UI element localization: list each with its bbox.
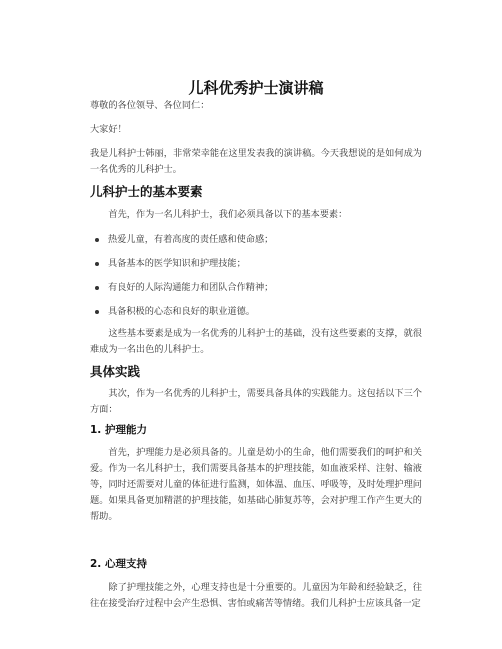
psychological-support-paragraph: 除了护理技能之外，心理支持也是十分重要的。儿童因为年龄和经验缺乏，往往在接受治疗过程中会产生恐惧、害怕或痛苦等情绪。我们儿科护士应该具备一定	[90, 582, 422, 609]
subsection-heading-nursing-ability: 1. 护理能力	[90, 424, 147, 436]
bullet-icon	[95, 262, 99, 266]
section2-lead-paragraph: 其次，作为一名优秀的儿科护士，需要具备具体的实践能力。这包括以下三个方面：	[90, 388, 422, 415]
document-title: 儿科优秀护士演讲稿	[188, 79, 324, 97]
subsection-heading-psychological-support: 2. 心理支持	[90, 558, 147, 570]
list-item-text: 有良好的人际沟通能力和团队合作精神；	[108, 282, 274, 293]
list-item	[90, 232, 422, 256]
intro-paragraph: 我是儿科护士韩丽，非常荣幸能在这里发表我的演讲稿。今天我想说的是如何成为一名优秀的儿科护士。	[90, 148, 422, 175]
list-item-text: 具备积极的心态和良好的职业道德。	[108, 306, 255, 317]
bullet-icon	[95, 310, 99, 314]
bullet-icon	[95, 238, 99, 242]
section-heading-basic-elements: 儿科护士的基本要素	[90, 184, 203, 199]
nursing-ability-paragraph: 首先，护理能力是必须具备的。儿童是幼小的生命，他们需要我们的呵护和关爱。作为一名儿科护士，我们需要具备基本的护理技能，如血液采样、注射、输液等，同时还需要对儿童的体征进行监测，如体温、血压、呼吸等，及时处理护理问题。如果具备更加精湛的护理技能，如基础心肺复苏等，会对护理工作产生更大的帮助。	[90, 447, 422, 522]
list-item	[90, 256, 422, 280]
section1-lead-paragraph: 首先，作为一名儿科护士，我们必须具备以下的基本要素：	[108, 209, 348, 220]
section-heading-practice: 具体实践	[90, 364, 141, 379]
list-item	[90, 304, 422, 328]
section1-summary-paragraph: 这些基本要素是成为一名优秀的儿科护士的基础，没有这些要素的支撑，就很难成为一名出色的儿科护士。	[90, 328, 422, 355]
list-item-text: 具备基本的医学知识和护理技能；	[108, 258, 246, 269]
hello-paragraph: 大家好！	[90, 124, 127, 135]
bullet-icon	[95, 286, 99, 290]
greeting-paragraph: 尊敬的各位领导、各位同仁：	[90, 100, 210, 111]
list-item	[90, 280, 422, 304]
basic-elements-list	[90, 232, 422, 328]
list-item-text: 热爱儿童，有着高度的责任感和使命感；	[108, 234, 274, 245]
